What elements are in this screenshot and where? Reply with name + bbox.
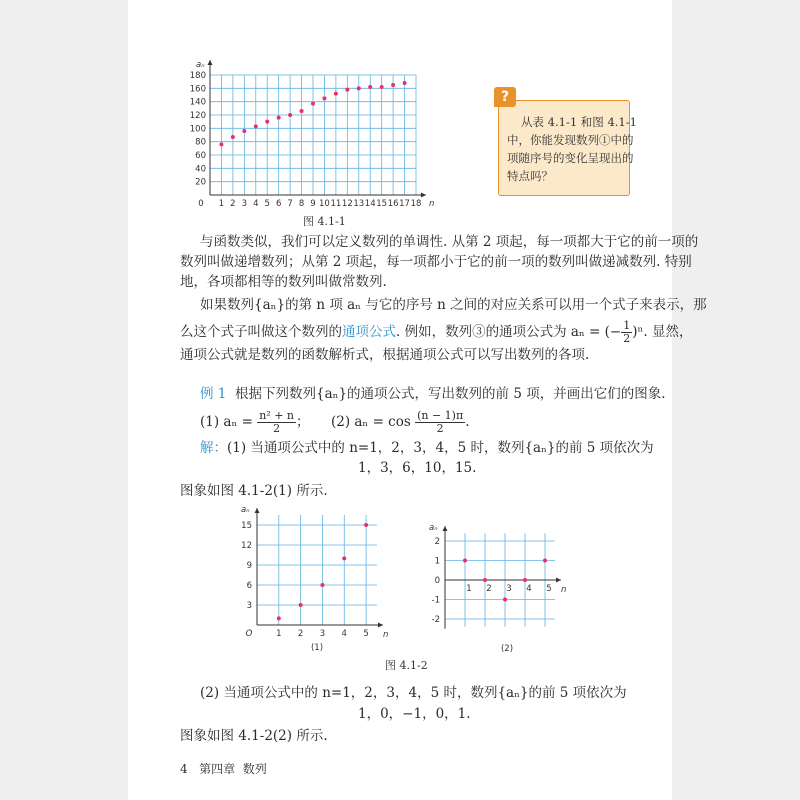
y-tick-label: 9 [246, 561, 252, 571]
y-tick-label: 6 [246, 581, 252, 591]
y-tick-label: 100 [189, 124, 206, 135]
think-line-4: 特点吗？ [507, 169, 553, 183]
x-tick-label: 15 [376, 199, 388, 209]
data-point [322, 96, 326, 100]
data-point [277, 116, 281, 120]
y-axis-label: aₙ [429, 523, 438, 533]
y-tick-label: 120 [189, 111, 206, 121]
para-1-line-1: 与函数类似，我们可以定义数列的单调性. 从第 2 项起，每一项都大于它的前一项的 [200, 234, 699, 250]
data-point [543, 559, 547, 563]
think-line-3: 项随序号的变化呈现出的 [507, 151, 634, 165]
x-axis-arrow [556, 578, 561, 583]
para-2-line-3: 通项公式就是数列的函数解析式，根据通项公式可以写出数列的各项. [180, 347, 590, 363]
x-axis-label: n [561, 585, 567, 595]
solution-1-values: 1，3，6，10，15. [358, 460, 477, 476]
y-axis-arrow [443, 526, 448, 531]
solution-2: (2) 当通项公式中的 n=1，2，3，4，5 时，数列{aₙ}的前 5 项依次为 [200, 685, 627, 701]
x-tick-label: 5 [264, 199, 270, 209]
x-tick-label: 1 [218, 199, 225, 209]
y-tick-label: -1 [431, 595, 440, 606]
x-tick-label: 2 [297, 629, 304, 639]
x-tick-label: 14 [364, 199, 376, 209]
data-point [391, 83, 395, 87]
data-point [277, 616, 281, 620]
data-point [265, 120, 269, 124]
data-point [219, 142, 223, 146]
x-tick-label: 17 [399, 199, 410, 209]
x-tick-label: 16 [387, 199, 399, 209]
y-axis-label: aₙ [241, 505, 250, 515]
think-box [498, 89, 637, 196]
x-tick-label: 9 [310, 199, 316, 209]
x-tick-label: 2 [230, 199, 236, 209]
solution-2-values: 1，0，−1，0，1. [358, 706, 471, 722]
data-point [364, 523, 368, 527]
y-axis-arrow [255, 508, 260, 513]
origin-label: O [245, 629, 253, 639]
x-tick-label: 2 [486, 584, 492, 594]
y-tick-label: 140 [189, 97, 206, 108]
x-tick-label: 4 [341, 629, 347, 639]
solution-2-figure-ref: 图象如图 4.1-2(2) 所示. [180, 728, 328, 744]
x-tick-label: 5 [363, 629, 369, 639]
page-number: 4 [180, 762, 188, 776]
data-point [300, 109, 304, 113]
formula-1-fraction: $\frac{\text{n² + n}}{2}$ [259, 409, 294, 435]
example-1-heading: 例 1 根据下列数列{aₙ}的通项公式，写出数列的前 5 项，并画出它们的图象. [200, 386, 666, 402]
y-tick-label: 0 [434, 576, 440, 586]
data-point [357, 86, 361, 90]
figure-4-1-2-caption: 图 4.1-2 [385, 659, 428, 672]
x-tick-label: 3 [319, 629, 326, 639]
x-tick-label: 13 [353, 199, 365, 209]
data-point [320, 583, 324, 587]
x-tick-label: 6 [275, 199, 282, 209]
data-point [503, 598, 507, 602]
term-general-formula: 通项公式 [342, 324, 396, 340]
y-tick-label: 60 [195, 151, 206, 161]
y-tick-label: 40 [195, 164, 206, 175]
example-label: 例 1 [200, 386, 227, 402]
x-tick-label: 10 [319, 199, 330, 209]
para-1-line-3: 地，各项都相等的数列叫做常数列. [180, 274, 387, 290]
footer [180, 760, 267, 778]
x-tick-label: 7 [287, 199, 293, 209]
chapter-title: 数列 [242, 762, 267, 776]
x-axis-arrow [421, 193, 426, 198]
y-tick-label: 3 [246, 601, 252, 611]
data-point [368, 85, 372, 89]
chart-4-1-1 [180, 55, 450, 210]
data-point [242, 129, 246, 133]
y-tick-label: 180 [189, 71, 206, 81]
fraction-half: $\frac{1}{2}$ [623, 319, 631, 345]
think-line-1: 从表 4.1-1 和图 4.1-1 [521, 115, 637, 129]
data-point [523, 578, 527, 582]
solution-1-figure-ref: 图象如图 4.1-2(1) 所示. [180, 483, 328, 499]
chart-4-1-2-2 [420, 518, 570, 653]
solution-1: 解：(1) 当通项公式中的 n=1，2，3，4，5 时，数列{aₙ}的前 5 项依次为 [200, 440, 654, 456]
x-tick-label: 1 [466, 584, 472, 594]
data-point [299, 603, 303, 607]
data-point [342, 556, 346, 560]
y-axis-arrow [208, 60, 213, 65]
x-tick-label: 12 [341, 199, 353, 209]
para-1-line-2: 数列叫做递增数列；从第 2 项起，每一项都小于它的前一项的数列叫做递减数列. 特别 [180, 254, 692, 270]
data-point [311, 102, 315, 106]
y-tick-label: -2 [431, 615, 440, 625]
x-tick-label: 3 [241, 199, 248, 209]
x-tick-label: 3 [506, 584, 512, 594]
data-point [380, 85, 384, 89]
data-point [288, 113, 292, 117]
y-tick-label: 80 [195, 137, 206, 148]
think-line-2: 中，你能发现数列①中的 [507, 133, 634, 147]
y-tick-label: 1 [434, 556, 440, 567]
y-tick-label: 2 [434, 537, 440, 547]
y-tick-label: 15 [241, 521, 252, 531]
x-tick-label: 4 [526, 584, 532, 594]
data-point [231, 135, 235, 139]
data-point [403, 81, 407, 85]
chart-subtitle: (1) [310, 643, 324, 653]
solution-label: 解： [200, 440, 227, 456]
question-icon: ? [494, 87, 516, 107]
chart-caption: 图 4.1-1 [303, 215, 346, 228]
x-tick-label: 4 [253, 199, 259, 209]
example-1-formulas: (1) aₙ = $\frac{\text{n² + n}}{2}$ ； (2) aₙ = cos $\frac{(n - 1)\pi}{2}$ . [200, 409, 470, 435]
chapter-label: 第四章 [199, 762, 236, 776]
data-point [483, 578, 487, 582]
x-tick-label: 18 [410, 199, 422, 209]
x-axis-label: n [383, 630, 389, 640]
formula-2-fraction: $\frac{(n - 1)\pi}{2}$ [417, 409, 464, 435]
x-tick-label: 5 [546, 584, 552, 594]
data-point [334, 92, 338, 96]
data-point [345, 88, 349, 92]
x-axis-label: n [429, 199, 435, 209]
x-tick-label: 11 [330, 199, 342, 209]
origin-label: 0 [198, 199, 204, 209]
y-tick-label: 12 [241, 541, 252, 551]
chart-4-1-2-1 [232, 500, 389, 655]
x-tick-label: 1 [276, 629, 282, 639]
data-point [254, 124, 258, 128]
chart-subtitle: (2) [500, 643, 514, 654]
data-point [463, 559, 467, 563]
y-axis-label: aₙ [196, 60, 205, 70]
y-tick-label: 160 [189, 84, 206, 95]
para-2-line-1: 如果数列{aₙ}的第 n 项 aₙ 与它的序号 n 之间的对应关系可以用一个式子来表示，那 [200, 297, 707, 313]
para-2-line-2: 么这个式子叫做这个数列的通项公式. 例如，数列③的通项公式为 aₙ = (− $\frac{1}{2}$ )ⁿ. 显然， [180, 319, 693, 345]
x-tick-label: 8 [298, 199, 305, 209]
y-tick-label: 20 [195, 177, 206, 188]
